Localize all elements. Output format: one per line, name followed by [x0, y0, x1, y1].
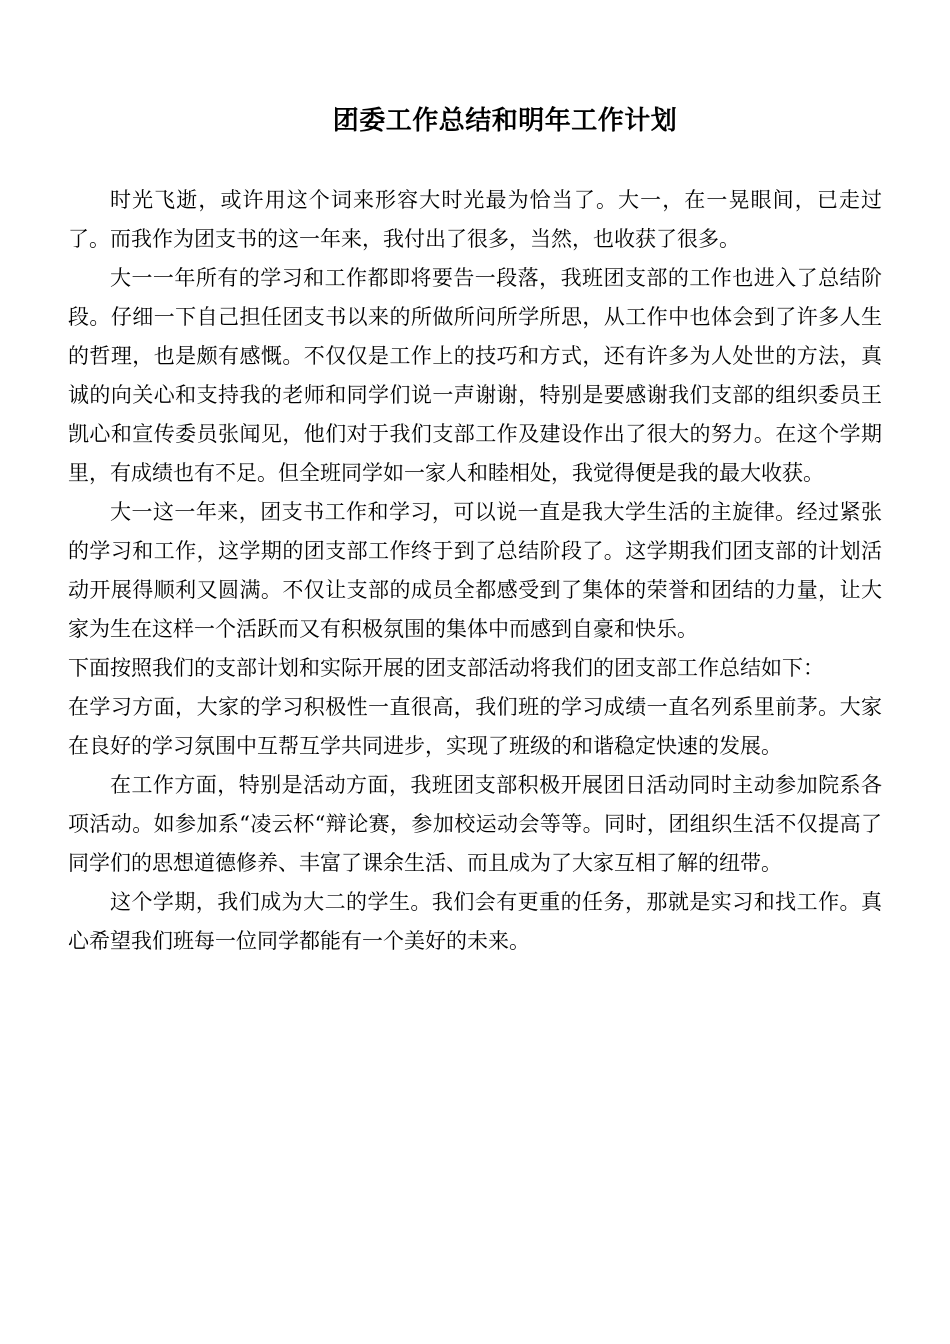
document-body: [68, 181, 882, 961]
paragraph-opening: 时光飞逝，或许用这个词来形容大时光最为恰当了。大一，在一晃眼间，已走过了。而我作为团支书的这一年来，我付出了很多，当然，也收获了很多。: [68, 188, 882, 251]
paragraph-study: 在学习方面，大家的学习积极性一直很高，我们班的学习成绩一直名列系里前茅。大家在良好的学习氛围中互帮互学共同进步，实现了班级的和谐稳定快速的发展。: [68, 695, 882, 758]
paragraph-work: 在工作方面，特别是活动方面，我班团支部积极开展团日活动同时主动参加院系各项活动。如参加系“凌云杯“辩论赛，参加校运动会等等。同时，团组织生活不仅提高了同学们的思想道德修养、丰富了课余生活、而且成为了大家互相了解的纽带。: [68, 773, 882, 875]
paragraph-summary-stage: 大一一年所有的学习和工作都即将要告一段落，我班团支部的工作也进入了总结阶段。仔细一下自己担任团支书以来的所做所问所学所思，从工作中也体会到了许多人生的哲理，也是颇有感慨。不仅仅是工作上的技巧和方式，还有许多为人处世的方法，真诚的向关心和支持我的老师和同学们说一声谢谢，特别是要感谢我们支部的组织委员王凯心和宣传委员张闻见，他们对于我们支部工作及建设作出了很大的努力。在这个学期里，有成绩也有不足。但全班同学如一家人和睦相处，我觉得便是我的最大收获。: [68, 266, 882, 485]
paragraph-closing: 这个学期，我们成为大二的学生。我们会有更重的任务，那就是实习和找工作。真心希望我们班每一位同学都能有一个美好的未来。: [68, 890, 882, 953]
paragraph-year-review: 大一这一年来，团支书工作和学习，可以说一直是我大学生活的主旋律。经过紧张的学习和工作，这学期的团支部工作终于到了总结阶段了。这学期我们团支部的计划活动开展得顺利又圆满。不仅让支部的成员全都感受到了集体的荣誉和团结的力量，让大家为生在这样一个活跃而又有积极氛围的集体中而感到自豪和快乐。: [68, 500, 882, 641]
document-title: 团委工作总结和明年工作计划: [332, 106, 678, 136]
paragraph-summary-intro: 下面按照我们的支部计划和实际开展的团支部活动将我们的团支部工作总结如下：: [68, 656, 824, 680]
